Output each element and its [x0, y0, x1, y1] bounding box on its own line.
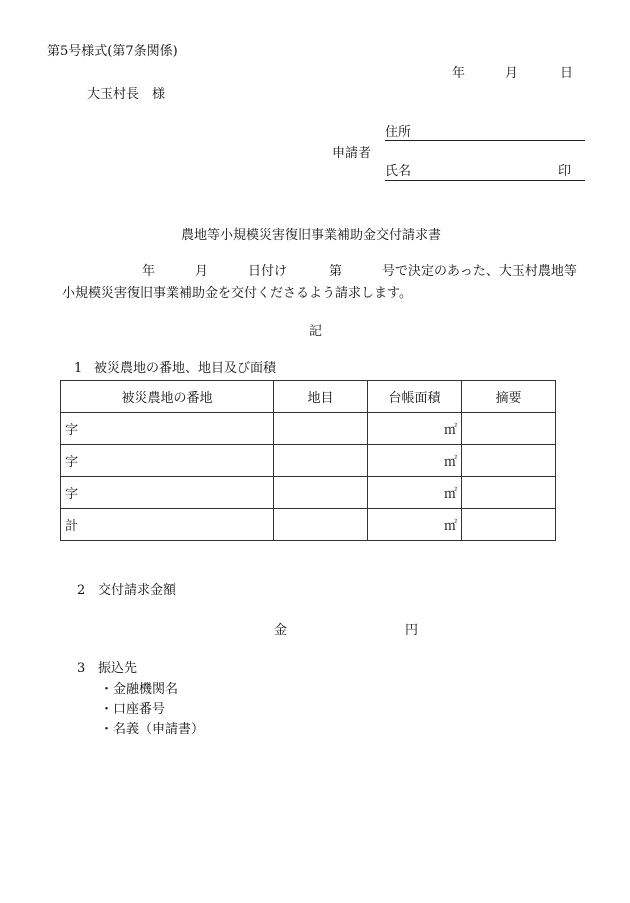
- total-row: [61, 509, 556, 541]
- header-chimoku: 地目: [274, 381, 368, 413]
- body-line1-rest: 号で決定のあった、大玉村農地等: [382, 264, 577, 279]
- area-cell[interactable]: ㎡: [368, 445, 462, 477]
- body-line2: 小規模災害復旧事業補助金を交付くださるよう請求します。: [62, 286, 412, 301]
- area-cell[interactable]: ㎡: [368, 413, 462, 445]
- chimoku-cell[interactable]: [274, 477, 368, 509]
- banchi-cell[interactable]: 字: [61, 477, 274, 509]
- address-field[interactable]: [385, 140, 585, 141]
- form-number: 第5号様式(第7条関係): [47, 44, 178, 59]
- date-day-label: 日: [560, 66, 574, 81]
- account-holder-item: ・名義（申請書）: [100, 722, 205, 737]
- table-row: [61, 413, 556, 445]
- ki-heading: 記: [309, 324, 323, 339]
- total-area-cell[interactable]: ㎡: [368, 509, 462, 541]
- table-row: [61, 477, 556, 509]
- total-remarks-cell: [462, 509, 556, 541]
- header-area: 台帳面積: [368, 381, 462, 413]
- total-label: 計: [61, 509, 274, 541]
- date-year-label: 年: [452, 66, 466, 81]
- body-month: 月: [195, 264, 209, 279]
- section1-number: 1: [74, 361, 83, 376]
- chimoku-cell[interactable]: [274, 445, 368, 477]
- name-label: 氏名: [385, 164, 412, 179]
- body-day-dated: 日付け: [248, 264, 288, 279]
- remarks-cell[interactable]: [462, 445, 556, 477]
- section1-title: 被災農地の番地、地目及び面積: [94, 361, 277, 376]
- amount-kin-label: 金: [274, 623, 288, 638]
- section3-number: 3: [77, 661, 86, 676]
- bank-name-item: ・金融機関名: [100, 682, 179, 697]
- table-header-row: [61, 381, 556, 413]
- section2-number: 2: [77, 583, 86, 598]
- section3-title: 振込先: [98, 661, 138, 676]
- land-table: [60, 380, 556, 541]
- addressee-name: 大玉村長: [87, 87, 140, 102]
- chimoku-cell[interactable]: [274, 413, 368, 445]
- header-banchi: 被災農地の番地: [61, 381, 274, 413]
- amount-yen-label: 円: [405, 623, 419, 638]
- header-remarks: 摘要: [462, 381, 556, 413]
- table-row: [61, 445, 556, 477]
- remarks-cell[interactable]: [462, 413, 556, 445]
- account-number-item: ・口座番号: [100, 702, 166, 717]
- name-field[interactable]: [385, 180, 585, 181]
- banchi-cell[interactable]: 字: [61, 445, 274, 477]
- seal-label: 印: [558, 164, 572, 179]
- area-cell[interactable]: ㎡: [368, 477, 462, 509]
- address-label: 住所: [385, 125, 412, 140]
- document-title: 農地等小規模災害復旧事業補助金交付請求書: [181, 228, 442, 243]
- date-month-label: 月: [505, 66, 519, 81]
- remarks-cell[interactable]: [462, 477, 556, 509]
- body-year: 年: [142, 264, 156, 279]
- section2-title: 交付請求金額: [98, 583, 177, 598]
- banchi-cell[interactable]: 字: [61, 413, 274, 445]
- addressee-honorific: 様: [152, 87, 166, 102]
- total-chimoku-cell: [274, 509, 368, 541]
- body-dai: 第: [329, 264, 343, 279]
- applicant-label: 申請者: [332, 146, 372, 161]
